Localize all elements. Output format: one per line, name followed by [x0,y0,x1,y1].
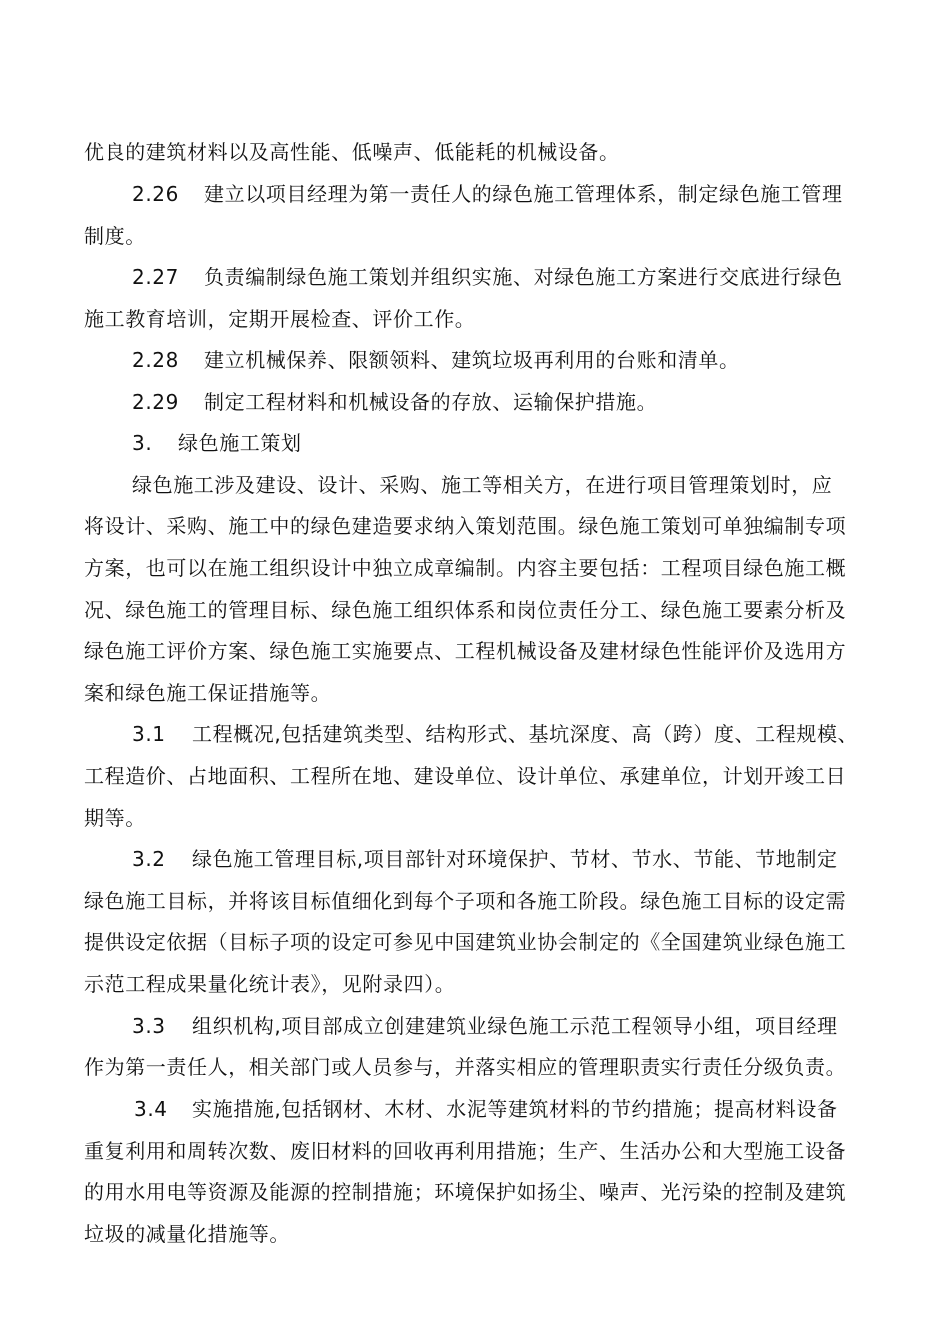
text-line: 负责编制绿色施工策划并组织实施、对绿色施工方案进行交底进行绿色 [204,265,843,289]
section-number: 2.26 [132,182,179,206]
text-line: 示范工程成果量化统计表》，见附录四）。 [84,972,456,996]
text-line: 方案，也可以在施工组织设计中独立成章编制。内容主要包括：工程项目绿色施工概 [84,556,847,580]
text-line: 绿色施工涉及建设、设计、采购、施工等相关方，在进行项目管理策划时，应 [132,473,833,497]
section-number: 2.29 [132,390,179,414]
text-line: 工程造价、占地面积、工程所在地、建设单位、设计单位、承建单位，计划开竣工日 [84,764,847,788]
text-line: 将设计、采购、施工中的绿色建造要求纳入策划范围。绿色施工策划可单独编制专项 [84,514,847,538]
section-number: 3.4 [134,1097,168,1121]
text-line: 垃圾的减量化措施等。 [84,1222,290,1246]
text-line: 工程概况,包括建筑类型、结构形式、基坑深度、高（跨）度、工程规模、 [192,722,859,746]
text-line: 建立以项目经理为第一责任人的绿色施工管理体系，制定绿色施工管理 [204,182,843,206]
text-line: 优良的建筑材料以及高性能、低噪声、低能耗的机械设备。 [84,140,620,164]
text-line: 绿色施工目标，并将该目标值细化到每个子项和各施工阶段。绿色施工目标的设定需 [84,889,847,913]
section-number: 2.27 [132,265,179,289]
section-number: 3.3 [132,1014,166,1038]
text-line: 建立机械保养、限额领料、建筑垃圾再利用的台账和清单。 [204,348,740,372]
text-line: 提供设定依据（目标子项的设定可参见中国建筑业协会制定的《全国建筑业绿色施工 [84,930,847,954]
text-line: 作为第一责任人，相关部门或人员参与，并落实相应的管理职责实行责任分级负责。 [84,1055,847,1079]
text-line: 组织机构,项目部成立创建建筑业绿色施工示范工程领导小组，项目经理 [192,1014,838,1038]
section-heading: 绿色施工策划 [178,431,302,455]
text-line: 制度。 [84,224,146,248]
text-line: 期等。 [84,806,146,830]
text-line: 绿色施工管理目标,项目部针对环境保护、节材、节水、节能、节地制定 [192,847,838,871]
text-line: 制定工程材料和机械设备的存放、运输保护措施。 [204,390,658,414]
section-number: 3.1 [132,722,166,746]
section-number: 3.2 [132,847,166,871]
text-line: 施工教育培训，定期开展检查、评价工作。 [84,307,476,331]
text-line: 重复利用和周转次数、废旧材料的回收再利用措施；生产、生活办公和大型施工设备 [84,1139,847,1163]
text-line: 实施措施,包括钢材、木材、水泥等建筑材料的节约措施；提高材料设备 [192,1097,838,1121]
text-line: 况、绿色施工的管理目标、绿色施工组织体系和岗位责任分工、绿色施工要素分析及 [84,598,847,622]
section-number: 2.28 [132,348,179,372]
text-line: 的用水用电等资源及能源的控制措施；环境保护如扬尘、噪声、光污染的控制及建筑 [84,1180,847,1204]
text-line: 绿色施工评价方案、绿色施工实施要点、工程机械设备及建材绿色性能评价及选用方 [84,639,847,663]
text-line: 案和绿色施工保证措施等。 [84,681,332,705]
section-number: 3. [132,431,153,455]
